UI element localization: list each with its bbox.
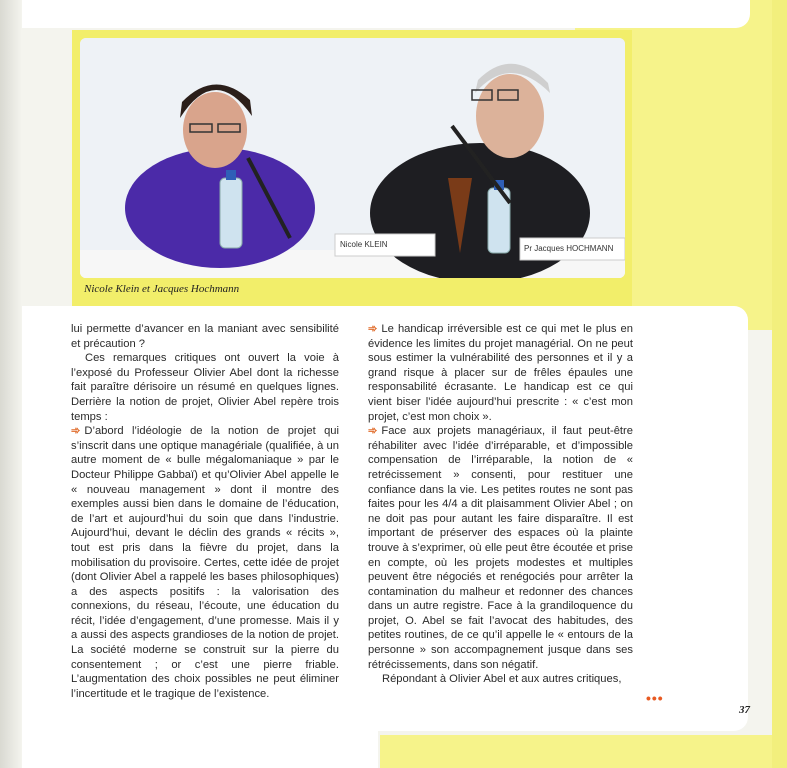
left-paragraph-2: Ces remarques critiques ont ouvert la voie à l’exposé du Professeur Olivier Abel dont la richesse fait paraître dérisoire un résumé en quelques lignes. Derrière la notion de projet, Olivier Abel repère trois temps : [71, 352, 339, 423]
top-white-tab [22, 0, 750, 28]
left-column [71, 322, 339, 701]
bottom-yellow-band [380, 735, 772, 768]
spine [772, 0, 787, 768]
right-paragraph-1: ➾ Le handicap irréversible est ce qui met le plus en évidence les limites du projet managérial. On ne peut sous estimer la vulnérabilité des personnes et il y a grand risque à placer sur de frêles épaules une responsabilité écrasante. Le handicap est ce qui vient biser l’idée aujourd’hui prescrite : « c’est mon projet, c’est mon choix ». [368, 323, 633, 423]
right-column [368, 322, 633, 687]
gutter-shadow [0, 0, 22, 768]
left-paragraph-1: lui permette d’avancer en la maniant avec sensibilité et précaution ? [71, 323, 339, 350]
right-paragraph-3: Répondant à Olivier Abel et aux autres critiques, [382, 673, 622, 686]
arrow-bullet-icon: ➾ [368, 425, 378, 438]
conference-photo [80, 38, 625, 278]
arrow-bullet-icon: ➾ [368, 323, 378, 335]
page-number: 37 [739, 704, 750, 716]
right-paragraph-2: ➾ Face aux projets managériaux, il faut peut-être réhabiliter avec l’idée d’irréparable, et d’impossible compensation de l’irréparable, la notion de « retrécissement » consenti, pour restituer une confiance dans la vie. Les petites routes ne sont pas faites pour les 4/4 a dit plaisamment Olivier Abel ; on ne doit pas pour autant les faire disparaître. Il est important de préserver des espaces où la plainte trouve à s’exprimer, où elle peut être écoutée et prise en compte, où les projets modestes et multiples peuvent être négociés et renégociés pour arrêter la contamination du malheur et redonner des chances dans un autre registre. Face à la grandiloquence du projet, O. Abel se fait l’avocat des habitudes, des petites routines, de ce qu’il appelle le « entours de la personne » son accompagnement jusque dans ses rétrécissements, dans son négatif. [368, 425, 633, 671]
nameplate-right: Pr Jacques HOCHMANN [524, 244, 614, 253]
arrow-bullet-icon: ➾ [71, 425, 81, 438]
photo-caption: Nicole Klein et Jacques Hochmann [84, 283, 240, 295]
left-paragraph-3: ➾ D’abord l’idéologie de la notion de projet qui s’inscrit dans une optique managériale (qualifiée, à un autre moment de « bulle mégalomaniaque » par le Docteur Philippe Gabbaï) et qu’Olivier Abel appelle le « nouveau management » dont il montre des exemples aussi bien dans le domaine de l’éducation, de l’art et aujourd’hui du soin que dans l’industrie. Aujourd’hui, devant le déclin des grands « récits », tout est pris dans la fièvre du projet, dans la mobilisation du provisoire. Certes, cette idée de projet (dont Olivier Abel a rappelé les bases philosophiques) a des aspects positifs : la valorisation des connexions, du réseau, l’écoute, une éducation du récit, l’idée d’engagement, d’une promesse. Mais il y a aussi des aspects grandioses de la notion de projet. La société moderne se construit sur la pierre du consentement ; or c’est une pierre friable. L’augmentation des choix possibles ne peut éliminer l’incertitude et le tragique de l’existence. [71, 425, 339, 700]
nameplate-left: Nicole KLEIN [340, 240, 388, 249]
continue-marker-icon: ••• [646, 690, 664, 706]
